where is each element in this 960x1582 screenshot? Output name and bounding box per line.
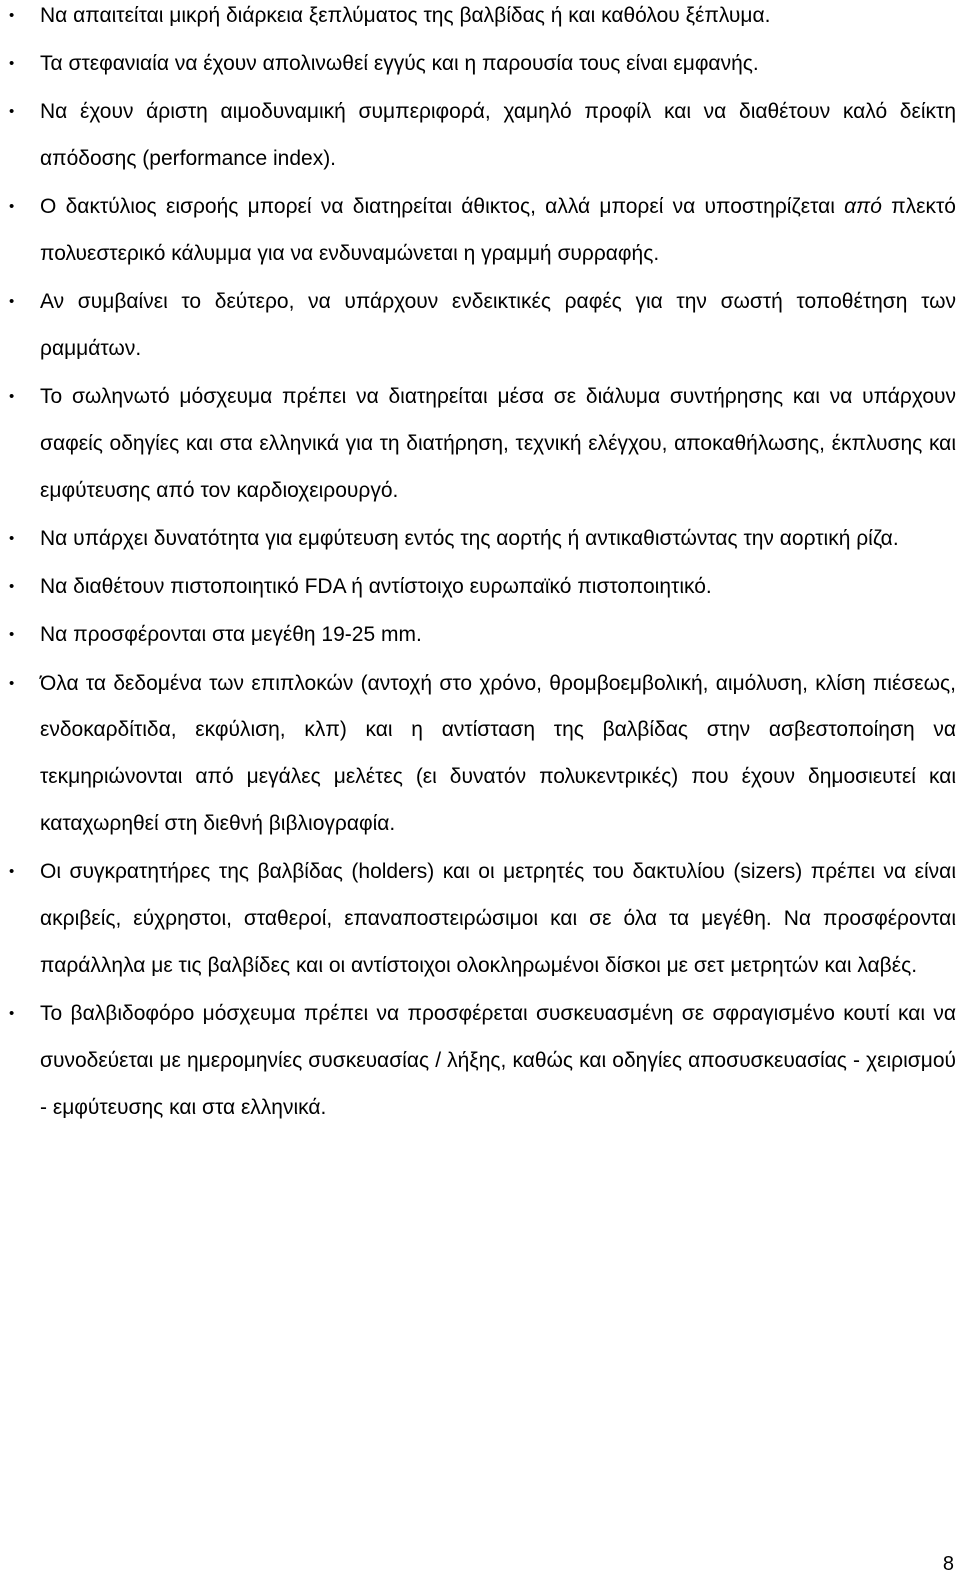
bullet-icon: •	[9, 530, 15, 548]
requirements-list	[9, 0, 956, 1133]
bullet-icon: •	[9, 7, 15, 24]
list-item-text: Τα στεφανιαία να έχουν απολινωθεί εγγύς και η παρουσία τους είναι εμφανής.	[40, 52, 759, 76]
list-item-text: Να προσφέρονται στα μεγέθη 19-25 mm.	[40, 623, 422, 647]
bullet-icon: •	[9, 674, 15, 692]
list-item-text: Να υπάρχει δυνατότητα για εμφύτευση εντός της αορτής ή αντικαθιστώντας την αορτική ρίζα.	[40, 527, 899, 551]
list-item	[9, 89, 956, 183]
list-item	[9, 516, 956, 563]
list-item-text: Να απαιτείται μικρή διάρκεια ξεπλύματος της βαλβίδας ή και καθόλου ξέπλυμα.	[40, 4, 771, 27]
bullet-icon: •	[9, 293, 15, 311]
bullet-icon: •	[9, 626, 15, 644]
list-item-text: Το σωληνωτό μόσχευμα πρέπει να διατηρείται μέσα σε διάλυμα συντήρησης και να υπάρχουν σαφείς οδηγίες και στα ελληνικά για τη διατήρηση, τεχνική ελέγχου, αποκαθήλωσης, έκπλυσης και εμφύτευσης από τον καρδιοχειρουργό.	[40, 385, 956, 502]
list-item	[9, 0, 956, 40]
list-item	[9, 564, 956, 611]
list-item	[9, 612, 956, 659]
list-item-text: Οι συγκρατητήρες της βαλβίδας (holders) και οι μετρητές του δακτυλίου (sizers) πρέπει να είναι ακριβείς, εύχρηστοι, σταθεροί, επαναποστειρώσιμοι και σε όλα τα μεγέθη. Να προσφέρονται παράλληλα με τις βαλβίδες και οι αντίστοιχοι ολοκληρωμένοι δίσκοι με σετ μετρητών και λαβές.	[40, 860, 956, 977]
bullet-icon: •	[9, 388, 15, 406]
list-item	[9, 41, 956, 88]
list-item	[9, 184, 956, 278]
page-number: 8	[942, 1553, 954, 1575]
list-item	[9, 279, 956, 373]
bullet-icon: •	[9, 863, 15, 881]
bullet-icon: •	[9, 198, 15, 216]
list-item-text: Ο δακτύλιος εισροής μπορεί να διατηρείται άθικτος, αλλά μπορεί να υποστηρίζεται	[40, 195, 845, 219]
list-item	[9, 849, 956, 989]
list-item	[9, 661, 956, 848]
list-item	[9, 374, 956, 514]
list-item-text: Να έχουν άριστη αιμοδυναμική συμπεριφορά, χαμηλό προφίλ και να διαθέτουν καλό δείκτη απόδοσης (performance index).	[40, 100, 956, 171]
bullet-icon: •	[9, 55, 15, 73]
bullet-icon: •	[9, 578, 15, 596]
list-item-text: Αν συμβαίνει το δεύτερο, να υπάρχουν ενδεικτικές ραφές για την σωστή τοποθέτηση των ραμμάτων.	[40, 290, 956, 361]
bullet-icon: •	[9, 103, 15, 121]
list-item-text: Να διαθέτουν πιστοποιητικό FDA ή αντίστοιχο ευρωπαϊκό πιστοποιητικό.	[40, 575, 712, 599]
list-item	[9, 991, 956, 1131]
list-item-text: Όλα τα δεδομένα των επιπλοκών (αντοχή στο χρόνο, θρομβοεμβολική, αιμόλυση, κλίση πιέσεως, ενδοκαρδίτιδα, εκφύλιση, κλπ) και η αντίσταση της βαλβίδας στην ασβεστοποίηση να τεκμηριώνονται από μεγάλες μελέτες (ει δυνατόν πολυκεντρικές) που έχουν δημοσιευτεί και καταχωρηθεί στη διεθνή βιβλιογραφία.	[40, 671, 956, 836]
list-item-italic-text: από	[844, 195, 882, 219]
list-item-text: πλεκτό πολυεστερικό κάλυμμα για να ενδυναμώνεται η γραμμή συρραφής.	[40, 195, 956, 266]
bullet-icon: •	[9, 1005, 15, 1023]
list-item-text: Το βαλβιδοφόρο μόσχευμα πρέπει να προσφέρεται συσκευασμένη σε σφραγισμένο κουτί και να συνοδεύεται με ημερομηνίες συσκευασίας / λήξης, καθώς και οδηγίες αποσυσκευασίας - χειρισμού - εμφύτευσης και στα ελληνικά.	[40, 1002, 956, 1119]
